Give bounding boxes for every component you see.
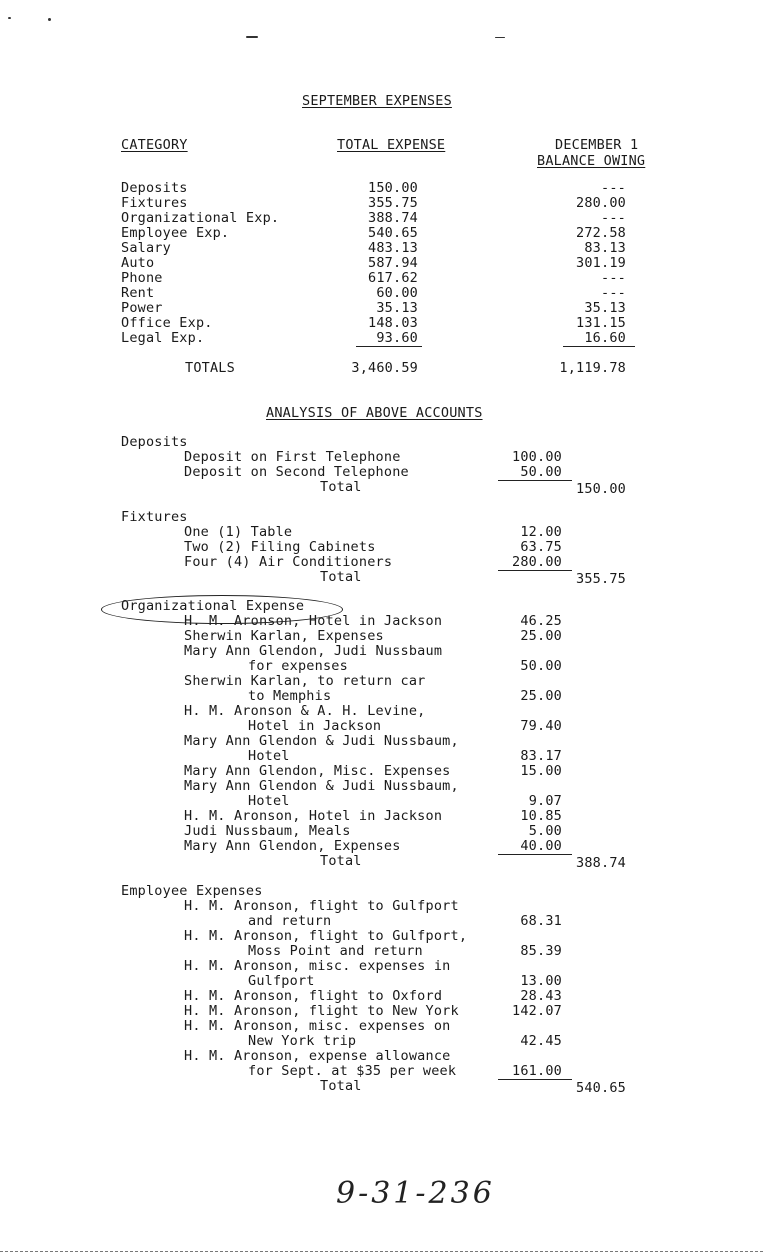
summary-balance-rule	[563, 346, 635, 347]
page-bottom-edge	[0, 1251, 763, 1252]
summary-total: 150.00	[368, 180, 418, 196]
organizational-total-rule	[498, 854, 572, 855]
summary-total: 35.13	[376, 300, 418, 316]
summary-category: Legal Exp.	[121, 330, 205, 346]
employee-total-rule	[498, 1079, 572, 1080]
handwritten-reference: 9-31-236	[336, 1176, 495, 1211]
summary-total: 587.94	[368, 255, 418, 271]
summary-category: Rent	[121, 285, 155, 301]
summary-balance: 301.19	[576, 255, 626, 271]
deposits-total: 150.00	[576, 481, 626, 497]
employee-item-desc-cont: Moss Point and return	[248, 943, 423, 959]
scan-speck	[495, 37, 505, 38]
organizational-item-amount: 25.00	[520, 628, 562, 644]
summary-balance: ---	[601, 180, 626, 196]
scan-speck	[8, 17, 11, 19]
fixtures-total-label: Total	[320, 569, 362, 585]
handdrawn-circle	[101, 595, 343, 624]
summary-category: Organizational Exp.	[121, 210, 280, 226]
employee-item-amount: 161.00	[500, 1064, 562, 1080]
summary-total-expense-rule	[356, 346, 422, 347]
deposits-item-amount: 50.00	[500, 465, 562, 481]
organizational-item-amount: 15.00	[520, 763, 562, 779]
employee-item-desc: H. M. Aronson, flight to New York	[184, 1003, 459, 1019]
scan-speck	[48, 18, 51, 21]
deposits-item-desc: Deposit on Second Telephone	[184, 464, 409, 480]
organizational-item-amount: 9.07	[528, 793, 562, 809]
organizational-item-amount: 5.00	[528, 823, 562, 839]
employee-heading: Employee Expenses	[121, 883, 263, 899]
deposits-total-rule	[498, 480, 572, 481]
employee-item-amount: 13.00	[520, 973, 562, 989]
summary-total: 60.00	[376, 285, 418, 301]
organizational-item-desc: Mary Ann Glendon, Judi Nussbaum	[184, 643, 443, 659]
header-category: CATEGORY	[121, 137, 188, 153]
organizational-item-desc: Mary Ann Glendon, Expenses	[184, 838, 401, 854]
organizational-item-amount: 50.00	[520, 658, 562, 674]
organizational-item-desc-cont: Hotel in Jackson	[248, 718, 382, 734]
employee-item-desc: H. M. Aronson, expense allowance	[184, 1048, 451, 1064]
employee-item-amount: 142.07	[512, 1003, 562, 1019]
employee-item-amount: 68.31	[520, 913, 562, 929]
employee-item-amount: 85.39	[520, 943, 562, 959]
organizational-item-desc: H. M. Aronson, Hotel in Jackson	[184, 613, 443, 629]
scan-speck	[246, 36, 258, 38]
organizational-item-desc: Mary Ann Glendon, Misc. Expenses	[184, 763, 451, 779]
summary-category: Deposits	[121, 180, 188, 196]
summary-total: 93.60	[376, 330, 418, 346]
deposits-item-desc: Deposit on First Telephone	[184, 449, 401, 465]
summary-total: 388.74	[368, 210, 418, 226]
employee-total-label: Total	[320, 1078, 362, 1094]
summary-balance: 280.00	[576, 195, 626, 211]
employee-item-desc: H. M. Aronson, misc. expenses on	[184, 1018, 451, 1034]
employee-item-desc-cont: Gulfport	[248, 973, 315, 989]
organizational-total-label: Total	[320, 853, 362, 869]
summary-balance: 16.60	[584, 330, 626, 346]
employee-item-desc: H. M. Aronson, flight to Gulfport	[184, 898, 459, 914]
header-total-expense: TOTAL EXPENSE	[337, 137, 446, 153]
summary-category: Salary	[121, 240, 171, 256]
organizational-item-desc: Mary Ann Glendon & Judi Nussbaum,	[184, 733, 459, 749]
summary-total: 148.03	[368, 315, 418, 331]
employee-item-desc-cont: for Sept. at $35 per week	[248, 1063, 457, 1079]
analysis-title: ANALYSIS OF ABOVE ACCOUNTS	[266, 405, 483, 421]
organizational-item-amount: 40.00	[500, 839, 562, 855]
totals-expense: 3,460.59	[351, 360, 418, 376]
fixtures-total: 355.75	[576, 571, 626, 587]
deposits-total-label: Total	[320, 479, 362, 495]
fixtures-item-desc: Four (4) Air Conditioners	[184, 554, 393, 570]
header-balance-line2: BALANCE OWING	[537, 153, 646, 169]
summary-total: 617.62	[368, 270, 418, 286]
summary-category: Employee Exp.	[121, 225, 230, 241]
employee-total: 540.65	[576, 1080, 626, 1096]
deposits-heading: Deposits	[121, 434, 188, 450]
organizational-total: 388.74	[576, 855, 626, 871]
summary-total: 540.65	[368, 225, 418, 241]
organizational-item-desc: Sherwin Karlan, Expenses	[184, 628, 384, 644]
organizational-item-desc-cont: to Memphis	[248, 688, 332, 704]
organizational-item-amount: 10.85	[520, 808, 562, 824]
summary-balance: ---	[601, 210, 626, 226]
totals-label: TOTALS	[185, 360, 235, 376]
deposits-item-amount: 100.00	[512, 449, 562, 465]
organizational-item-amount: 79.40	[520, 718, 562, 734]
fixtures-item-desc: Two (2) Filing Cabinets	[184, 539, 376, 555]
fixtures-item-amount: 63.75	[520, 539, 562, 555]
employee-item-desc: H. M. Aronson, flight to Oxford	[184, 988, 443, 1004]
fixtures-total-rule	[498, 570, 572, 571]
organizational-item-amount: 83.17	[520, 748, 562, 764]
organizational-heading: Organizational Expense	[121, 598, 305, 614]
organizational-item-desc: H. M. Aronson & A. H. Levine,	[184, 703, 426, 719]
organizational-item-desc-cont: Hotel	[248, 748, 290, 764]
employee-item-desc-cont: New York trip	[248, 1033, 357, 1049]
organizational-item-desc: Judi Nussbaum, Meals	[184, 823, 351, 839]
page-title: SEPTEMBER EXPENSES	[302, 93, 452, 109]
organizational-item-desc-cont: for expenses	[248, 658, 348, 674]
employee-item-amount: 28.43	[520, 988, 562, 1004]
header-balance-line1: DECEMBER 1	[555, 137, 639, 153]
organizational-item-desc: Sherwin Karlan, to return car	[184, 673, 426, 689]
organizational-item-desc: H. M. Aronson, Hotel in Jackson	[184, 808, 443, 824]
organizational-item-desc: Mary Ann Glendon & Judi Nussbaum,	[184, 778, 459, 794]
summary-category: Auto	[121, 255, 155, 271]
employee-item-amount: 42.45	[520, 1033, 562, 1049]
summary-category: Fixtures	[121, 195, 188, 211]
fixtures-item-amount: 12.00	[520, 524, 562, 540]
summary-category: Power	[121, 300, 163, 316]
summary-total: 355.75	[368, 195, 418, 211]
summary-total: 483.13	[368, 240, 418, 256]
employee-item-desc: H. M. Aronson, flight to Gulfport,	[184, 928, 468, 944]
fixtures-item-amount: 280.00	[500, 555, 562, 571]
fixtures-heading: Fixtures	[121, 509, 188, 525]
totals-balance: 1,119.78	[559, 360, 626, 376]
summary-balance: ---	[601, 270, 626, 286]
summary-category: Office Exp.	[121, 315, 213, 331]
organizational-item-desc-cont: Hotel	[248, 793, 290, 809]
summary-balance: 272.58	[576, 225, 626, 241]
employee-item-desc-cont: and return	[248, 913, 332, 929]
fixtures-item-desc: One (1) Table	[184, 524, 293, 540]
summary-balance: ---	[601, 285, 626, 301]
employee-item-desc: H. M. Aronson, misc. expenses in	[184, 958, 451, 974]
summary-balance: 83.13	[584, 240, 626, 256]
organizational-item-amount: 25.00	[520, 688, 562, 704]
summary-balance: 131.15	[576, 315, 626, 331]
organizational-item-amount: 46.25	[520, 613, 562, 629]
summary-category: Phone	[121, 270, 163, 286]
summary-balance: 35.13	[584, 300, 626, 316]
